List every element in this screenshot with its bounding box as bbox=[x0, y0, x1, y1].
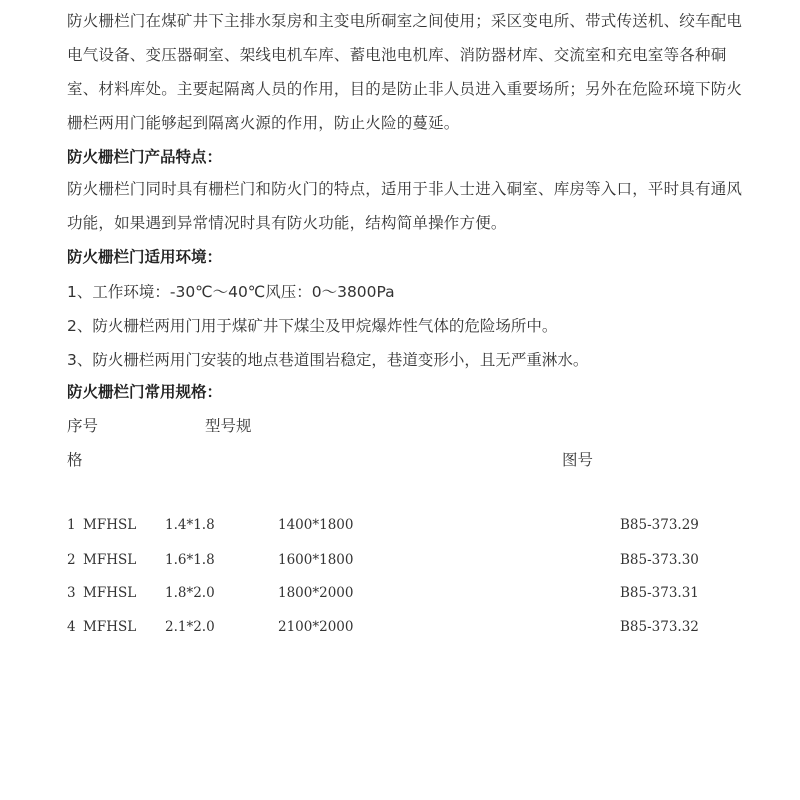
specs-heading: 防火栅栏门常用规格： bbox=[67, 383, 223, 401]
table-row bbox=[0, 508, 800, 542]
row-seq: 1 bbox=[67, 517, 76, 533]
intro-paragraph: 防火栅栏门在煤矿井下主排水泵房和主变电所硐室之间使用；采区变电所、带式传送机、绞车配电电气设备、变压器硐室、架线电机车库、蓄电池电机库、消防器材库、交流室和充电室等各种硐室、材料库处。主要起隔离人员的作用，目的是防止非人员进入重要场所；另外在危险环境下防火栅栏两用门能够起到隔离火源的作用，防止火险的蔓延。 bbox=[67, 12, 743, 132]
column-header-model: 型号规 bbox=[205, 417, 252, 435]
row-size: 2100*2000 bbox=[278, 619, 354, 635]
row-seq: 4 bbox=[67, 619, 76, 635]
row-ratio: 1.6*1.8 bbox=[165, 552, 215, 568]
column-header-seq: 序号 bbox=[67, 417, 99, 435]
row-ratio: 1.8*2.0 bbox=[165, 585, 215, 601]
row-ratio: 2.1*2.0 bbox=[165, 619, 215, 635]
row-model: MFHSL bbox=[83, 552, 137, 568]
row-ratio: 1.4*1.8 bbox=[165, 517, 215, 533]
column-header-model-wrap: 格 bbox=[67, 451, 83, 469]
environment-heading: 防火栅栏门适用环境： bbox=[67, 248, 223, 266]
row-model: MFHSL bbox=[83, 585, 137, 601]
row-seq: 3 bbox=[67, 585, 76, 601]
table-row bbox=[0, 610, 800, 644]
table-row bbox=[0, 576, 800, 610]
column-header-drawing: 图号 bbox=[562, 451, 594, 469]
features-paragraph: 防火栅栏门同时具有栅栏门和防火门的特点，适用于非人士进入硐室、库房等入口，平时具有通风功能，如果遇到异常情况时具有防火功能，结构简单操作方便。 bbox=[67, 180, 743, 232]
row-size: 1400*1800 bbox=[278, 517, 354, 533]
features-heading: 防火栅栏门产品特点： bbox=[67, 148, 223, 166]
row-model: MFHSL bbox=[83, 619, 137, 635]
row-drawing: B85-373.32 bbox=[620, 619, 699, 635]
table-row bbox=[0, 543, 800, 577]
environment-item-2: 2、防火栅栏两用门用于煤矿井下煤尘及甲烷爆炸性气体的危险场所中。 bbox=[67, 317, 558, 335]
row-seq: 2 bbox=[67, 552, 76, 568]
row-drawing: B85-373.30 bbox=[620, 552, 699, 568]
row-size: 1800*2000 bbox=[278, 585, 354, 601]
row-model: MFHSL bbox=[83, 517, 137, 533]
row-drawing: B85-373.31 bbox=[620, 585, 699, 601]
row-size: 1600*1800 bbox=[278, 552, 354, 568]
environment-item-3: 3、防火栅栏两用门安装的地点巷道围岩稳定，巷道变形小，且无严重淋水。 bbox=[67, 351, 589, 369]
environment-item-1: 1、工作环境：-30℃～40℃风压：0～3800Pa bbox=[67, 283, 395, 301]
row-drawing: B85-373.29 bbox=[620, 517, 699, 533]
